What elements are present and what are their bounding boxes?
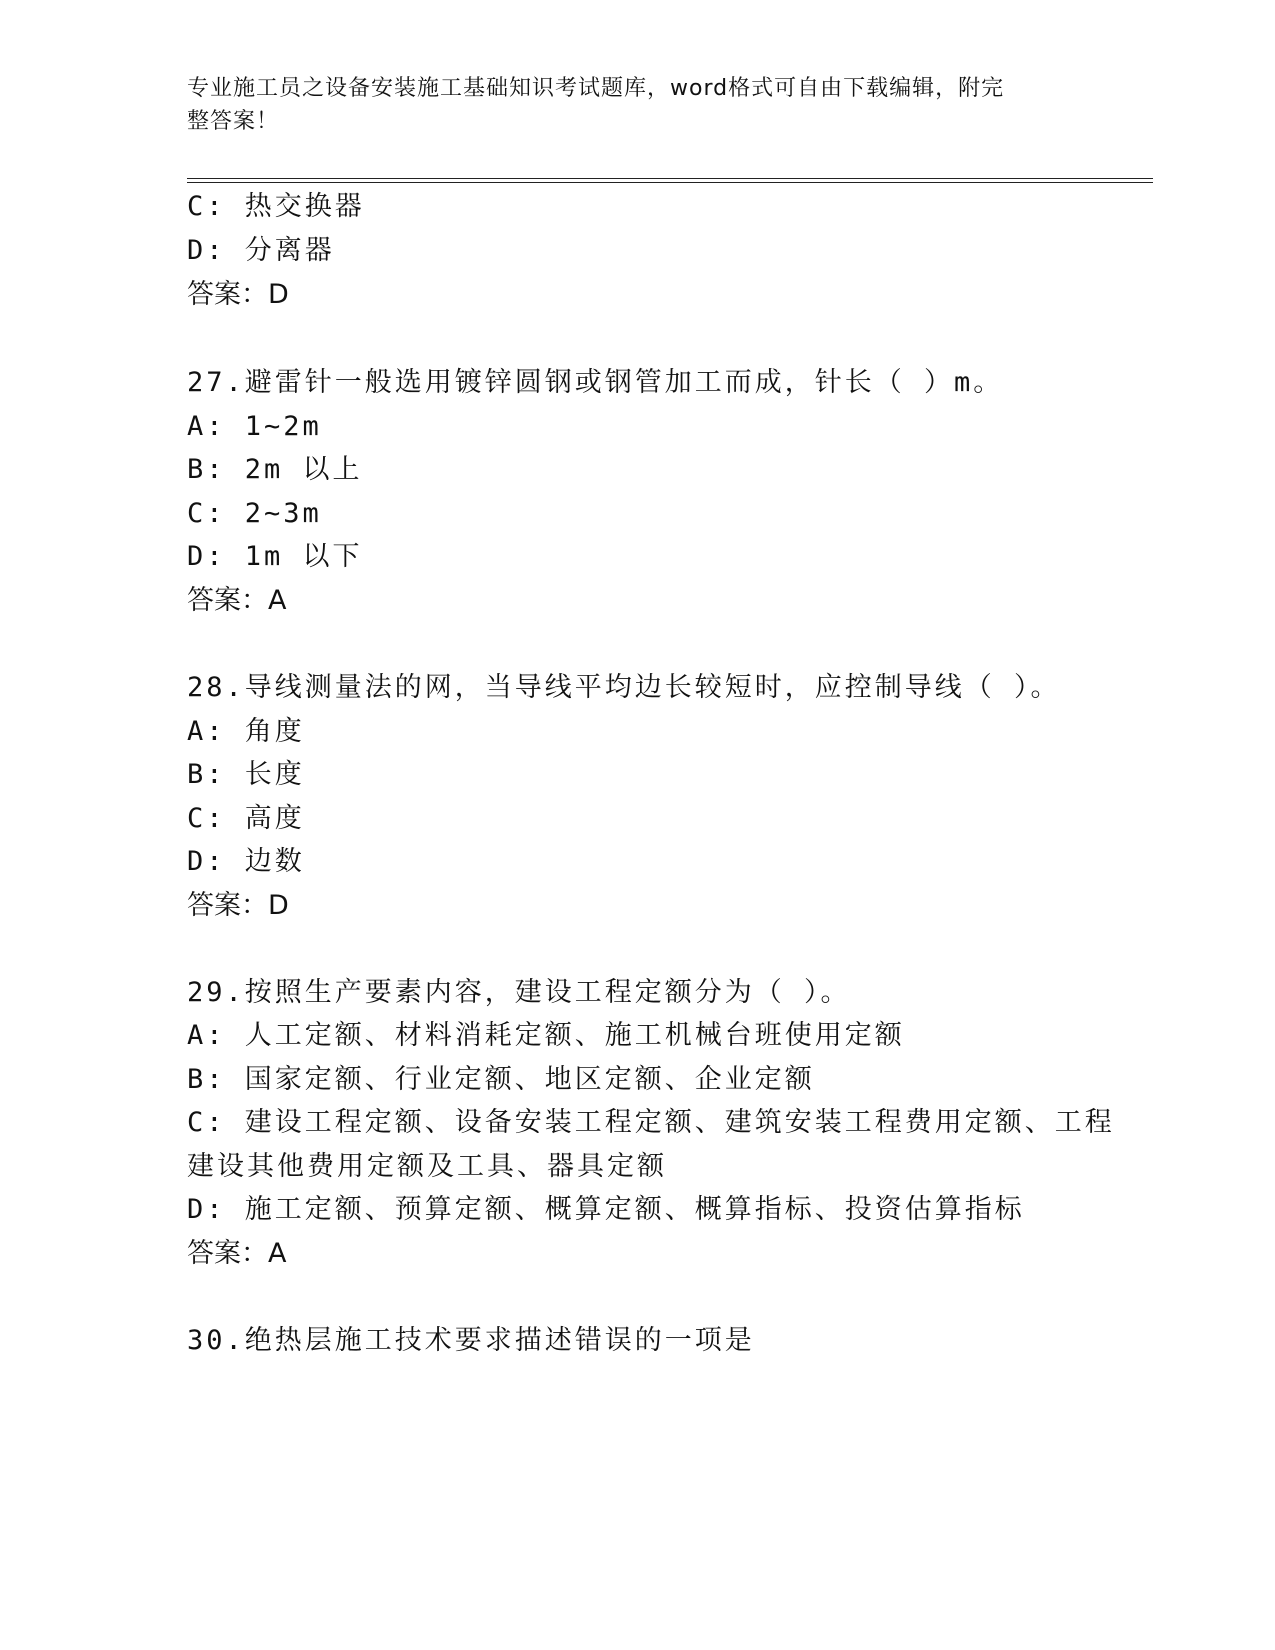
q28-option-a: A: 角度 xyxy=(187,716,305,747)
q27-question: 27.避雷针一般选用镀锌圆钢或钢管加工而成，针长（ ）m。 xyxy=(187,367,1004,398)
q28-question: 28.导线测量法的网，当导线平均边长较短时，应控制导线（ ）。 xyxy=(187,672,1061,703)
q28-option-b: B: 长度 xyxy=(187,759,305,790)
header-title-line-1: 专业施工员之设备安装施工基础知识考试题库，word格式可自由下载编辑，附完 xyxy=(187,76,1005,101)
q26-option-d: D: 分离器 xyxy=(187,235,335,266)
q26-option-c: C: 热交换器 xyxy=(187,191,365,222)
q27-option-d: D: 1m 以下 xyxy=(187,541,363,572)
q27-option-c: C: 2~3m xyxy=(187,498,322,529)
q28-option-d: D: 边数 xyxy=(187,846,305,877)
q27-option-b: B: 2m 以上 xyxy=(187,454,363,485)
header-divider-top xyxy=(187,178,1153,179)
q29-option-d: D: 施工定额、预算定额、概算定额、概算指标、投资估算指标 xyxy=(187,1194,1025,1225)
document-header xyxy=(187,72,1067,138)
q29-option-b: B: 国家定额、行业定额、地区定额、企业定额 xyxy=(187,1064,815,1095)
q28-answer: 答案：D xyxy=(187,890,289,921)
q29-option-a: A: 人工定额、材料消耗定额、施工机械台班使用定额 xyxy=(187,1020,905,1051)
q29-option-c-line-1: C: 建设工程定额、设备安装工程定额、建筑安装工程费用定额、工程 xyxy=(187,1107,1115,1138)
q26-answer: 答案：D xyxy=(187,279,289,310)
header-divider-bottom xyxy=(187,182,1153,183)
q28-option-c: C: 高度 xyxy=(187,803,305,834)
q29-answer: 答案：A xyxy=(187,1238,287,1269)
q27-answer: 答案：A xyxy=(187,585,287,616)
q29-question: 29.按照生产要素内容，建设工程定额分为（ ）。 xyxy=(187,977,851,1008)
q30-question: 30.绝热层施工技术要求描述错误的一项是 xyxy=(187,1325,755,1356)
q29-option-c-line-2: 建设其他费用定额及工具、器具定额 xyxy=(187,1151,667,1182)
header-title-line-2: 整答案！ xyxy=(187,109,280,134)
q27-option-a: A: 1~2m xyxy=(187,411,322,442)
